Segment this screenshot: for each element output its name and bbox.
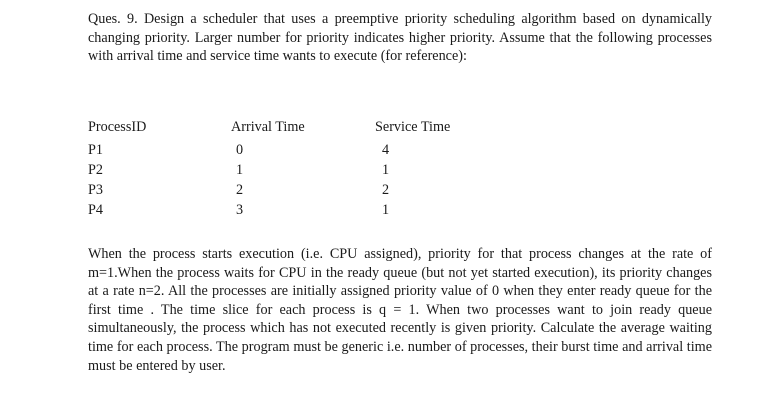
service-time-cell: 2	[382, 182, 390, 198]
table-row	[88, 142, 508, 162]
process-id-cell: P3	[88, 182, 103, 198]
arrival-time-cell: 1	[236, 162, 244, 178]
question-text: Ques. 9. Design a scheduler that uses a preemptive priority scheduling algorithm based on dynamically changing priority. Larger number for priority indicates higher priority. Assume that the following processes with arrival time and service time wants to execute (for reference):	[88, 11, 712, 65]
arrival-time-cell: 0	[236, 142, 244, 158]
arrival-time-cell: 2	[236, 182, 244, 198]
problem-description-text: When the process starts execution (i.e. CPU assigned), priority for that process changes at the rate of m=1.When the process waits for CPU in the ready queue (but not yet started execution), its priority changes at a rate n=2. All the processes are initially assigned priority value of 0 when they enter ready queue for the first time . The time slice for each process is q = 1. When two processes want to join ready queue simultaneously, the process which has not executed recently is given priority. Calculate the average waiting time for each process. The program must be generic i.e. number of processes, their burst time and arrival time must be entered by user.	[88, 246, 712, 374]
table-row	[88, 182, 508, 202]
process-id-cell: P1	[88, 142, 103, 158]
service-time-cell: 4	[382, 142, 390, 158]
header-service-time: Service Time	[375, 119, 451, 135]
service-time-cell: 1	[382, 202, 390, 218]
table-row	[88, 162, 508, 182]
process-id-cell: P2	[88, 162, 103, 178]
process-id-cell: P4	[88, 202, 103, 218]
header-arrival-time: Arrival Time	[231, 119, 305, 135]
arrival-time-cell: 3	[236, 202, 244, 218]
table-header-row	[88, 119, 508, 142]
header-process-id: ProcessID	[88, 119, 147, 135]
service-time-cell: 1	[382, 162, 390, 178]
process-table	[88, 119, 508, 222]
table-row	[88, 202, 508, 222]
